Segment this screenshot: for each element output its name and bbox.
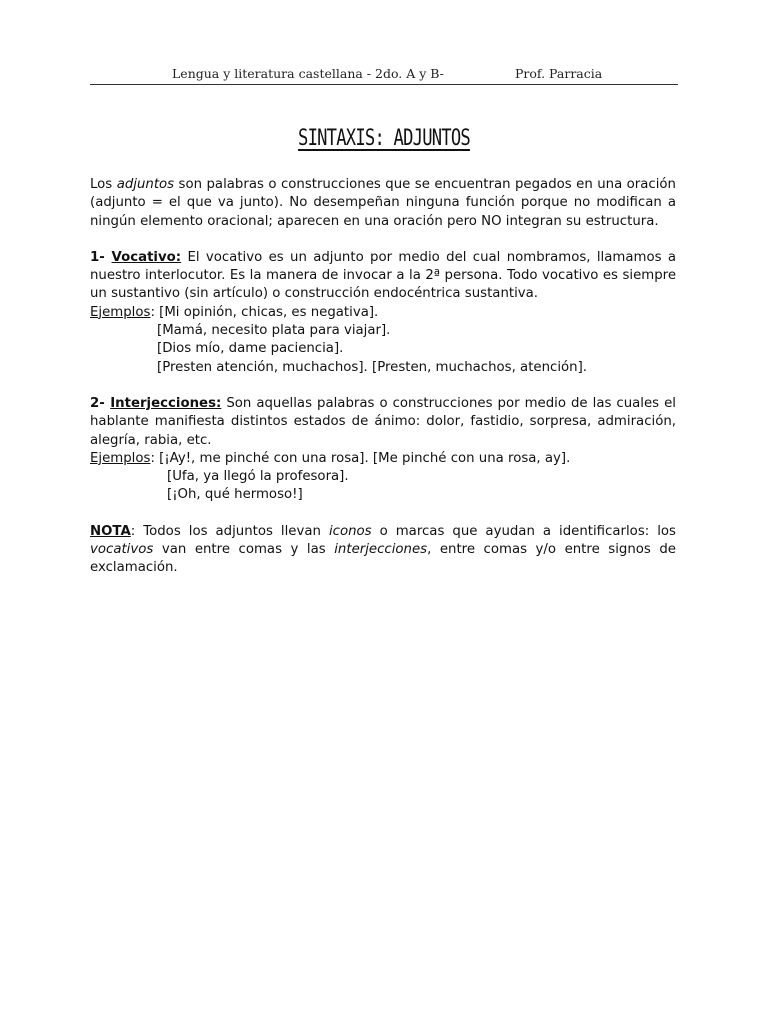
intro-paragraph: Los adjuntos son palabras o construcciones que se encuentran pegados en una oración (adjunto = el que va junto). No desempeñan ninguna función porque no modifican a ningún elemento oracional; aparecen en una oración pero NO integran su estructura. xyxy=(90,177,676,229)
course-label: Lengua y literatura castellana - 2do. A y B- xyxy=(172,66,444,81)
vocativo-paragraph: 1- Vocativo: El vocativo es un adjunto por medio del cual nombramos, llamamos a nuestro interlocutor. Es la manera de invocar a la 2ª persona. Todo vocativo es siempre un sustantivo (sin artículo) o construcción endocéntrica sustantiva. xyxy=(90,249,676,302)
interjecciones-paragraph: 2- Interjecciones: Son aquellas palabras o construcciones por medio de las cuales el hablante manifiesta distintos estados de ánimo: dolor, fastidio, sorpresa, admiración, alegría, rabia, etc. xyxy=(90,395,676,448)
vocativo-example-2: [Mamá, necesito plata para viajar]. xyxy=(157,323,391,339)
vocativo-example-4: [Presten atención, muchachos]. [Presten, muchachos, atención]. xyxy=(157,359,588,375)
nota-paragraph: NOTA: Todos los adjuntos llevan iconos o marcas que ayudan a identificarlos: los vocativos van entre comas y las interjecciones, entre comas y/o entre signos de exclamación. xyxy=(90,523,676,576)
page-header xyxy=(90,64,678,84)
term-adjuntos: adjuntos xyxy=(116,177,175,192)
document-body xyxy=(90,176,676,578)
interjecciones-example-1: Ejemplos: [¡Ay!, me pinché con una rosa]. [Me pinché con una rosa, ay]. xyxy=(90,450,571,466)
nota-label: NOTA xyxy=(90,523,131,539)
teacher-label: Prof. Parracia xyxy=(515,66,603,81)
header-divider xyxy=(90,84,678,85)
vocativo-heading: Vocativo: xyxy=(111,249,182,265)
document-title: SINTAXIS: ADJUNTOS xyxy=(298,126,470,151)
interjecciones-example-3: [¡Oh, qué hermoso!] xyxy=(167,487,303,503)
vocativo-example-1: Ejemplos: [Mi opinión, chicas, es negativa]. xyxy=(90,304,379,320)
vocativo-example-3: [Dios mío, dame paciencia]. xyxy=(157,341,344,357)
interjecciones-example-2: [Ufa, ya llegó la profesora]. xyxy=(167,469,349,485)
ejemplos-label: Ejemplos xyxy=(90,450,151,466)
ejemplos-label: Ejemplos xyxy=(90,304,151,320)
interjecciones-heading: Interjecciones: xyxy=(110,395,222,411)
